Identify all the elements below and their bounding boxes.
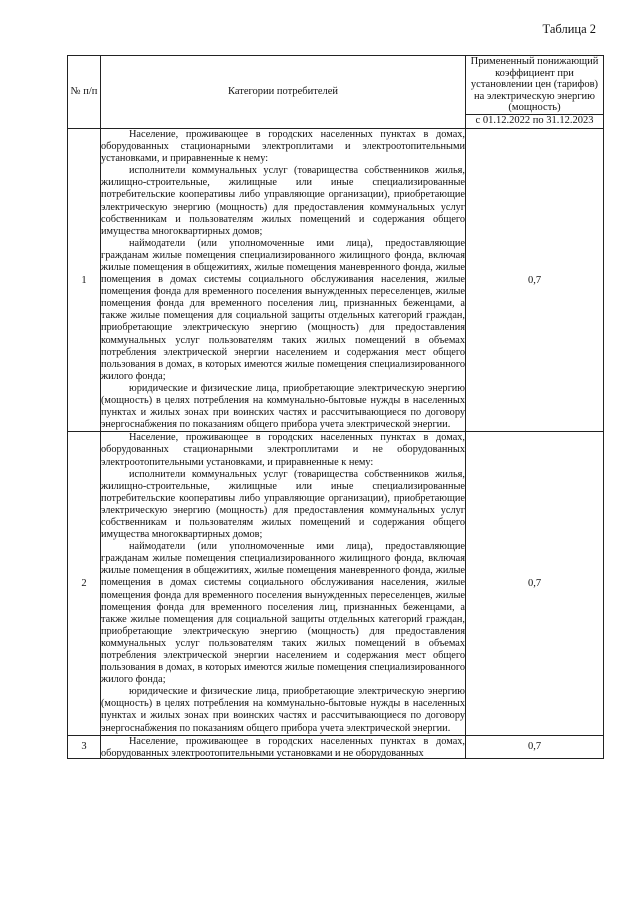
category-paragraph: Население, проживающее в городских населенных пунктах в домах, оборудованных стационарными электроплитами и электроотопительными установками, и приравненные к нему: — [101, 128, 465, 165]
category-paragraph: Население, проживающее в городских населенных пунктах в домах, оборудованных электроотопительными установками и не оборудованных — [101, 735, 465, 758]
table-row — [68, 735, 604, 758]
table-row — [68, 432, 604, 735]
category-paragraph: исполнители коммунальных услуг (товарищества собственников жилья, жилищно-строительные, жилищные или иные специализированные потребительские кооперативы либо управляющие организации), приобретающие электрическую энергию (мощность) для предоставления коммунальных услуг собственникам и пользователям жилых помещений и содержания общего имущества многоквартирных домов; — [101, 165, 465, 237]
category-paragraph: юридические и физические лица, приобретающие электрическую энергию (мощность) в целях потребления на коммунально-бытовые нужды в населенных пунктах и жилых зонах при воинских частях и рассчитывающиеся по договору энергоснабжения по показаниям общего прибора учета электрической энергии. — [101, 382, 465, 431]
row-coefficient-value: 0,7 — [466, 128, 604, 431]
category-paragraph: исполнители коммунальных услуг (товарищества собственников жилья, жилищно-строительные, жилищные или иные специализированные потребительские кооперативы либо управляющие организации), приобретающие электрическую энергию (мощность) для предоставления коммунальных услуг собственникам и пользователям жилых помещений и содержания общего имущества многоквартирных домов; — [101, 468, 465, 541]
table-caption: Таблица 2 — [542, 22, 596, 36]
tariff-coefficient-table — [67, 55, 604, 759]
category-paragraph: Население, проживающее в городских населенных пунктах в домах, оборудованных стационарными электроплитами и не оборудованных электроотопительными установками, и приравненные к нему: — [101, 432, 465, 468]
header-number: № п/п — [68, 56, 101, 129]
row-number: 2 — [68, 432, 101, 735]
row-number: 1 — [68, 128, 101, 431]
row-coefficient-value: 0,7 — [466, 432, 604, 735]
category-paragraph: юридические и физические лица, приобретающие электрическую энергию (мощность) в целях потребления на коммунально-бытовые нужды в населенных пунктах и жилых зонах при воинских частях и рассчитывающиеся по договору энергоснабжения по показаниям общего прибора учета электрической энергии. — [101, 686, 465, 734]
header-category: Категории потребителей — [101, 56, 466, 129]
row-coefficient-value: 0,7 — [466, 735, 604, 758]
row-category — [101, 128, 466, 431]
row-category — [101, 432, 466, 735]
header-coefficient: Примененный понижающий коэффициент при установлении цен (тарифов) на электрическую энергию (мощность) — [466, 56, 604, 115]
row-number: 3 — [68, 735, 101, 758]
table-row — [68, 128, 604, 431]
row-category — [101, 735, 466, 758]
category-paragraph: наймодатели (или уполномоченные ими лица), предоставляющие гражданам жилые помещения специализированного жилищного фонда, включая жилые помещения в общежитиях, жилые помещения маневренного фонда, жилые помещения в домах системы социального обслуживания населения, жилые помещения фонда для временного поселения вынужденных переселенцев, жилые помещения фонда для временного поселения лиц, признанных беженцами, а также жилые помещения для социальной защиты отдельных категорий граждан, приобретающие электрическую энергию (мощность) для предоставления коммунальных услуг пользователям таких жилых помещений в объемах потребления электрической энергии населением и содержания мест общего пользования в домах, в которых имеются жилые помещения специализированного жилого фонда; — [101, 541, 465, 686]
category-paragraph: наймодатели (или уполномоченные ими лица), предоставляющие гражданам жилые помещения специализированного жилищного фонда, включая жилые помещения в общежитиях, жилые помещения маневренного фонда, жилые помещения в домах системы социального обслуживания населения, жилые помещения фонда для временного поселения вынужденных переселенцев, жилые помещения фонда для временного поселения лиц, признанных беженцами, а также жилые помещения для социальной защиты отдельных категорий граждан, приобретающие электрическую энергию (мощность) для предоставления коммунальных услуг пользователям таких жилых помещений в объемах потребления электрической энергии населением и содержания мест общего пользования в домах, в которых имеются жилые помещения специализированного жилого фонда; — [101, 237, 465, 382]
header-period: с 01.12.2022 по 31.12.2023 — [466, 114, 604, 128]
